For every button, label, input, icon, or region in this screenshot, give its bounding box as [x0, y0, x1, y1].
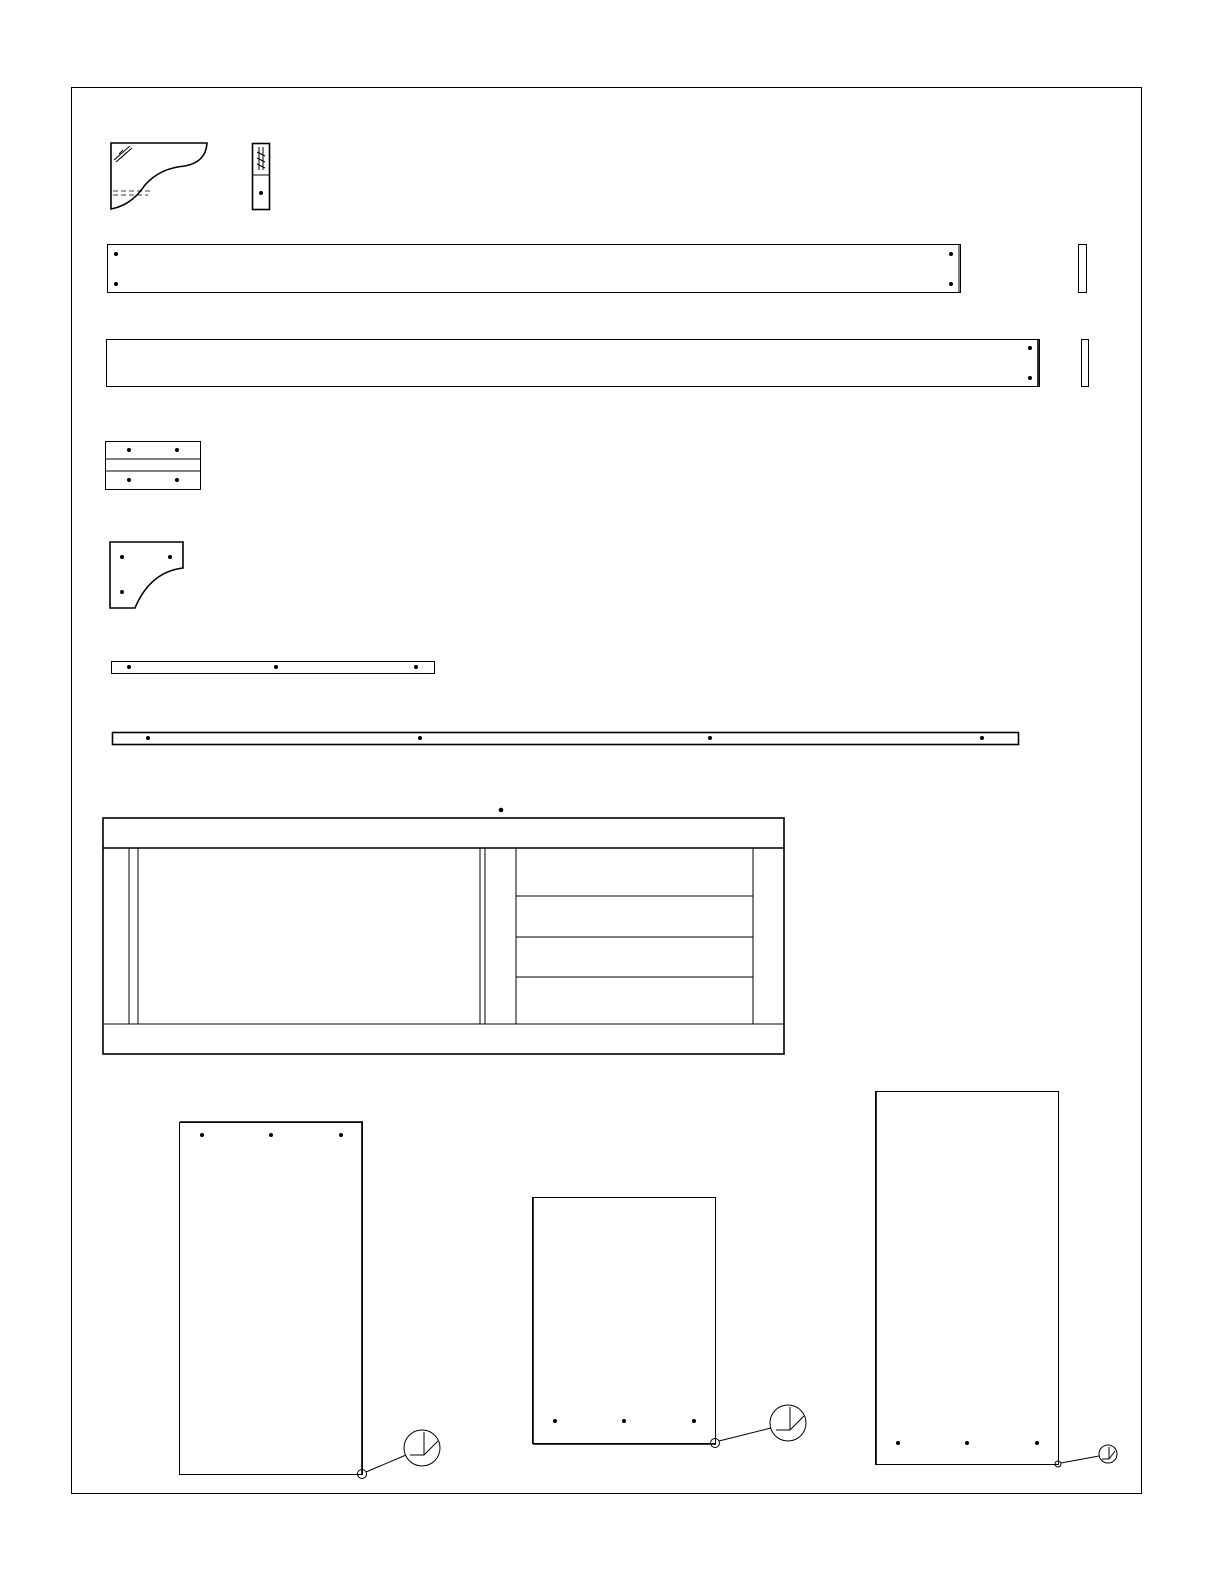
bracket-edge-view: [253, 144, 270, 210]
long-rail-upper: [108, 245, 961, 293]
corner-detail-callout: [1055, 1445, 1117, 1467]
side-panel-left: [180, 1122, 441, 1479]
long-rail-lower-end: [1082, 340, 1089, 387]
short-cleat-pair: [106, 442, 201, 490]
long-rail-upper-end: [1079, 245, 1087, 293]
sheet-border: [72, 88, 1142, 1494]
long-rail-lower: [107, 340, 1040, 387]
long-strip: [113, 733, 1019, 745]
corner-gusset: [110, 542, 183, 608]
short-strip: [112, 662, 435, 674]
side-panel-middle: [533, 1198, 807, 1448]
corner-detail-callout: [711, 1405, 807, 1448]
curved-bracket: [111, 143, 207, 209]
frame-assembly: [103, 808, 784, 1054]
corner-detail-callout: [358, 1430, 441, 1479]
side-panel-right: [876, 1092, 1118, 1468]
